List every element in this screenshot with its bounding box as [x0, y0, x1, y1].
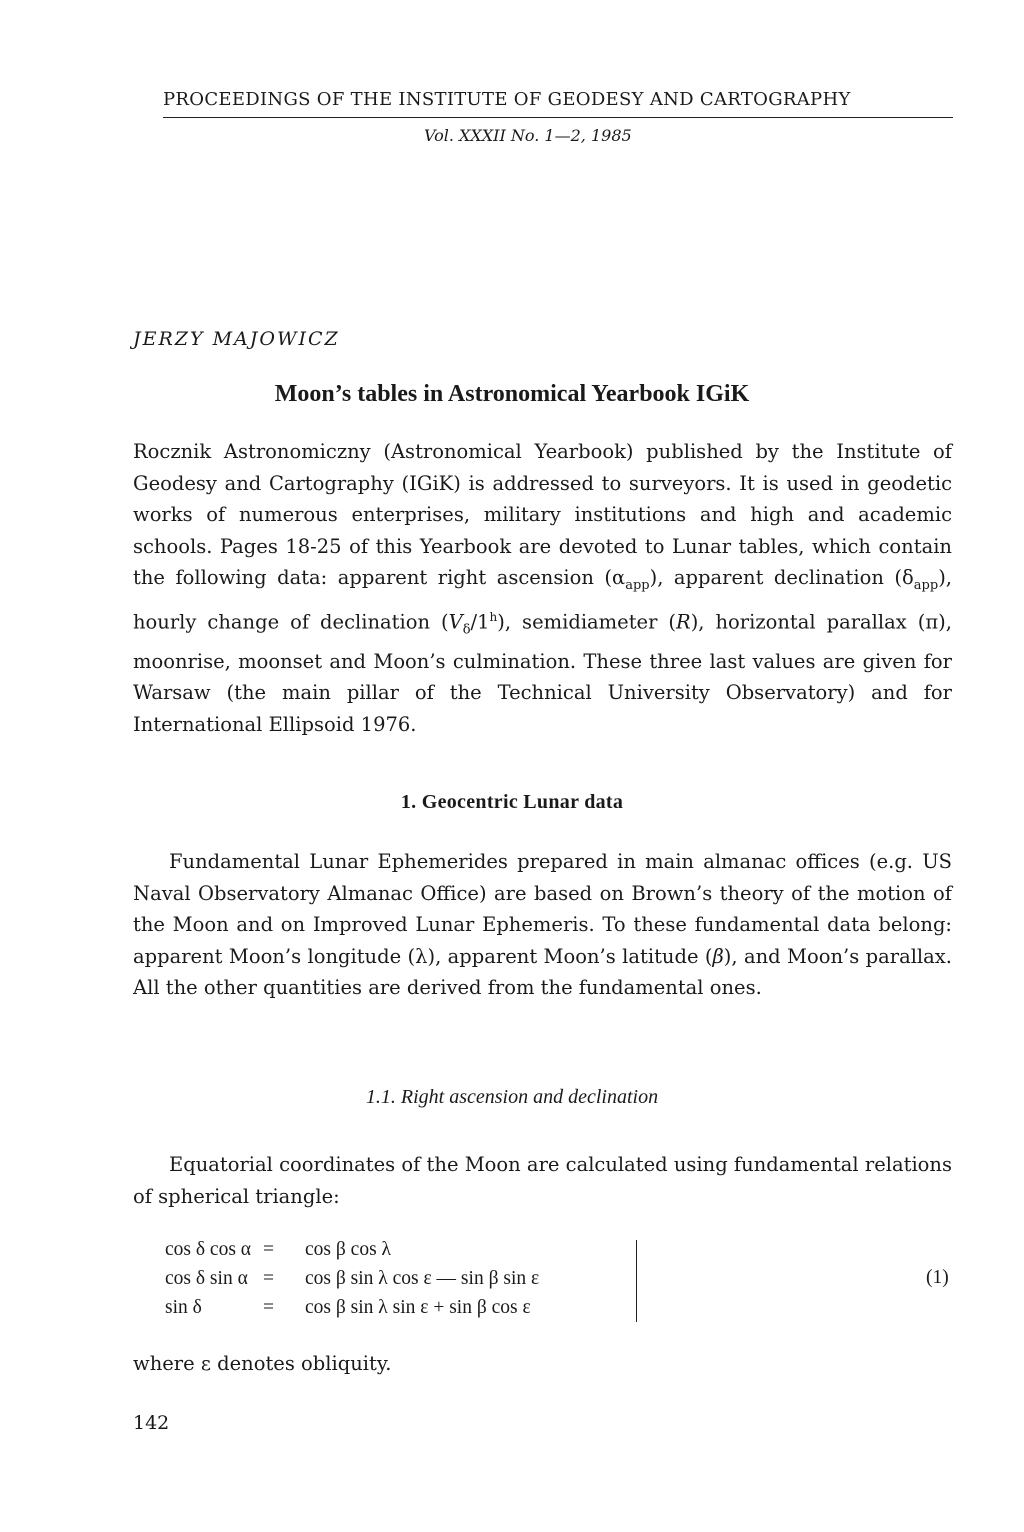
article-title: Moon’s tables in Astronomical Yearbook IGiK	[274, 381, 750, 407]
section-heading-1-1: 1.1. Right ascension and declination	[365, 1086, 659, 1108]
equation-brace	[626, 1240, 637, 1322]
intro-paragraph: Rocznik Astronomiczny (Astronomical Yearbook) published by the Institute of Geodesy and Cartography (IGiK) is addressed to surveyors. It is used in geodetic works of numerous enterprises, military institutions and high and academic schools. Pages 18-25 of this Yearbook are devoted to Lunar tables, which contain the following data: apparent right ascension $(\alpha_{app})$, apparent declination $(\delta_{app})$, hourly change of declination $(V_\delta/1^h)$, semidiameter (R), horizontal parallax (π), moonrise, moonset and Moon’s culmination. These three last values are given for Warsaw (the main pillar of the Technical University Observatory) and for International Ellipsoid 1976.	[133, 440, 952, 737]
where-note: where ε denotes obliquity.	[133, 1352, 392, 1375]
section-1-1-paragraph: Equatorial coordinates of the Moon are calculated using fundamental relations of spherical triangle:	[133, 1153, 952, 1208]
volume-line: Vol. XXXII No. 1—2, 1985	[424, 126, 632, 145]
equation-line-2: cos δ sin α = cos β sin λ cos ε — sin β sin ε	[165, 1268, 540, 1289]
equation-line-1: cos δ cos α = cos β cos λ	[165, 1239, 391, 1260]
equation-number: (1)	[926, 1267, 949, 1288]
section-heading-1: 1. Geocentric Lunar data	[400, 791, 624, 813]
header-rule	[163, 117, 953, 118]
journal-running-head: PROCEEDINGS OF THE INSTITUTE OF GEODESY AND CARTOGRAPHY	[163, 89, 851, 110]
equation-line-3: sin δ = cos β sin λ sin ε + sin β cos ε	[165, 1297, 531, 1318]
author-name: JERZY MAJOWICZ	[133, 328, 340, 350]
page-number: 142	[133, 1412, 170, 1434]
section-1-paragraph: Fundamental Lunar Ephemerides prepared in main almanac offices (e.g. US Naval Observatory Almanac Office) are based on Brown’s theory of the motion of the Moon and on Improved Lunar Ephemeris. To these fundamental data belong: apparent Moon’s longitude (λ), apparent Moon’s latitude (β), and Moon’s parallax. All the other quantities are derived from the fundamental ones.	[133, 850, 952, 1000]
